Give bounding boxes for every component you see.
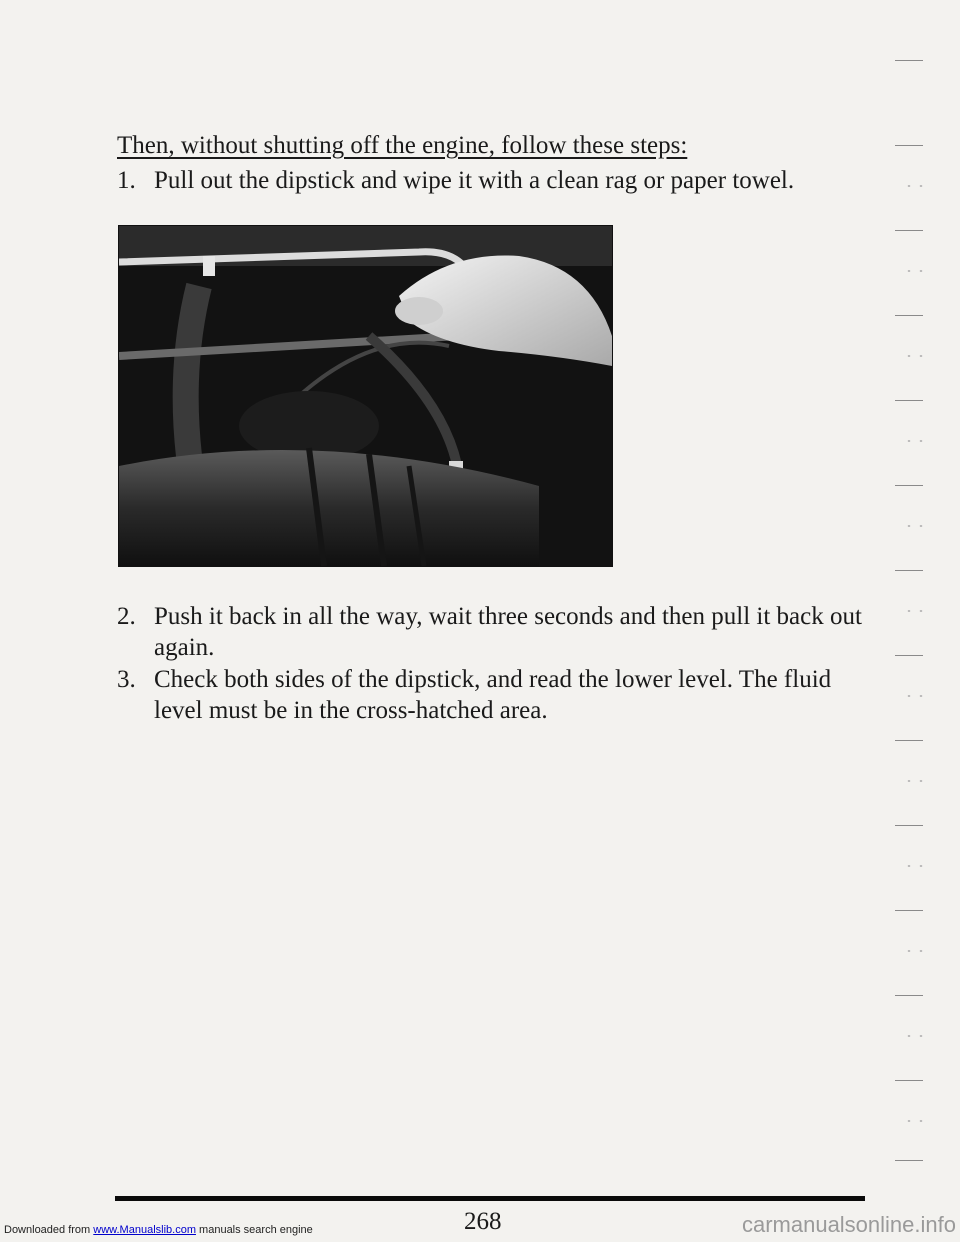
footer-rule [115,1196,865,1201]
section-heading: Then, without shutting off the engine, follow these steps: [117,132,688,159]
step-text: Pull out the dipstick and wipe it with a clean rag or paper towel. [154,167,795,194]
step-text: Push it back in all the way, wait three seconds and then pull it back out again. [154,603,862,661]
margin-tab-marks [895,60,945,1180]
step-item-1 [117,165,877,196]
step-number: 2. [117,603,136,630]
download-footer [4,1224,313,1236]
manualslib-link[interactable]: www.Manualslib.com [93,1224,196,1236]
step-item-3 [117,664,877,726]
footer-prefix: Downloaded from [4,1224,91,1236]
page-number: 268 [464,1208,502,1235]
watermark: carmanualsonline.info [741,1212,956,1237]
step-number: 1. [117,167,136,194]
footer-suffix: manuals search engine [199,1224,313,1236]
step-item-2 [117,601,877,663]
step-number: 3. [117,666,136,693]
step-text: Check both sides of the dipstick, and read the lower level. The fluid level must be in the cross-hatched area. [154,666,832,724]
engine-dipstick-photo [118,225,613,567]
